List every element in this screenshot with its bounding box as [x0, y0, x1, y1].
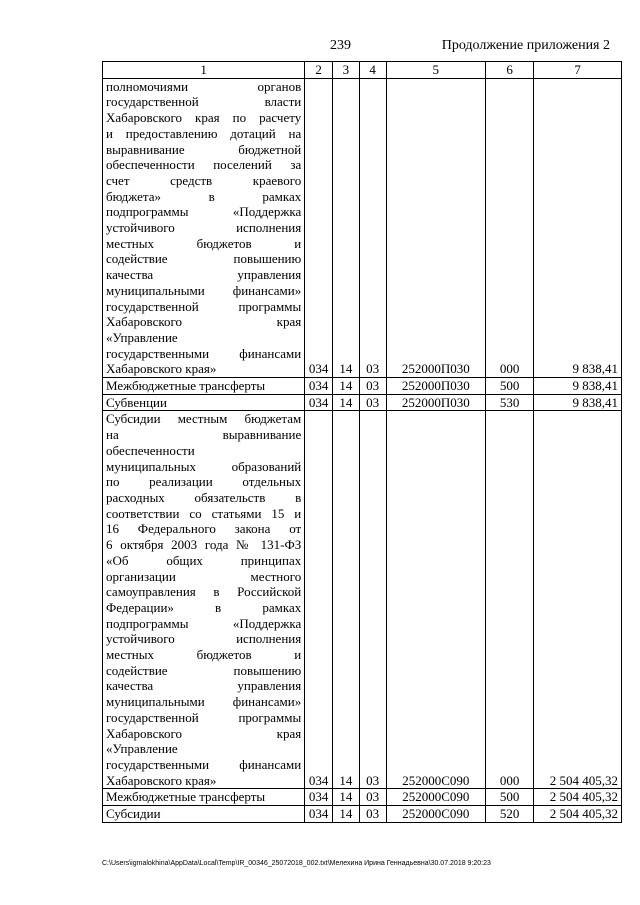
description-line: Субсидии	[106, 806, 161, 822]
file-path-footer: C:\Users\igmalokhina\AppData\Local\Temp\IR_00346_25072018_002.txt\Мелехина Ирина Геннадьевна\30.07.2018 9:20:23	[102, 860, 491, 867]
row-description	[103, 394, 305, 411]
column-header-3: 3	[333, 62, 360, 79]
ministry-code-cell: 034	[305, 78, 333, 377]
section-code-cell: 14	[333, 378, 360, 395]
amount-cell: 2 504 405,32	[534, 789, 622, 806]
description-line: Хабаровского края»	[106, 772, 217, 788]
description-line: соответствии со статьями 15 и	[106, 505, 302, 521]
column-header-2: 2	[305, 62, 333, 79]
ministry-code-cell: 034	[305, 411, 333, 789]
section-code-cell: 14	[333, 789, 360, 806]
description-line: Федерации» в рамках	[106, 599, 302, 615]
target-article-code-cell: 252000С090	[386, 789, 486, 806]
description-line: государственной программы	[106, 298, 302, 314]
description-line: Межбюджетные трансферты	[106, 378, 266, 394]
description-line: самоуправления в Российской	[106, 584, 302, 600]
table-header-row	[103, 62, 622, 79]
expense-type-code-cell: 000	[486, 411, 534, 789]
table-body	[103, 78, 622, 822]
amount-cell: 2 504 405,32	[534, 411, 622, 789]
ministry-code-cell: 034	[305, 806, 333, 823]
description-line: обеспеченности	[106, 442, 195, 458]
subsection-code-cell: 03	[359, 394, 386, 411]
continuation-label: Продолжение приложения 2	[441, 38, 610, 53]
table-row	[103, 411, 622, 789]
description-line: муниципальными финансами»	[106, 282, 302, 298]
description-line: местных бюджетов и	[106, 235, 302, 251]
table-row	[103, 789, 622, 806]
column-header-5: 5	[386, 62, 486, 79]
table-row	[103, 806, 622, 823]
description-line: государственными финансами	[106, 756, 302, 772]
ministry-code-cell: 034	[305, 394, 333, 411]
target-article-code-cell: 252000П030	[386, 394, 486, 411]
description-line: Межбюджетные трансферты	[106, 789, 266, 805]
description-line: Субсидии местным бюджетам	[106, 411, 302, 427]
column-header-6: 6	[486, 62, 534, 79]
target-article-code-cell: 252000С090	[386, 411, 486, 789]
description-line: Субвенции	[106, 394, 167, 410]
amount-cell: 9 838,41	[534, 378, 622, 395]
subsection-code-cell: 03	[359, 411, 386, 789]
column-header-4: 4	[359, 62, 386, 79]
subsection-code-cell: 03	[359, 806, 386, 823]
section-code-cell: 14	[333, 411, 360, 789]
description-line: местных бюджетов и	[106, 647, 302, 663]
section-code-cell: 14	[333, 78, 360, 377]
page-number: 239	[330, 38, 351, 53]
description-line: 16 Федерального закона от	[106, 521, 302, 537]
description-line: подпрограммы «Поддержка	[106, 615, 302, 631]
description-line: Хабаровского края по расчету	[106, 110, 302, 126]
description-line: «Об общих принципах	[106, 552, 302, 568]
description-line: государственной власти	[106, 94, 302, 110]
expense-type-code-cell: 500	[486, 378, 534, 395]
column-header-7: 7	[534, 62, 622, 79]
description-line: Хабаровского края	[106, 725, 302, 741]
row-description	[103, 789, 305, 806]
description-line: бюджета» в рамках	[106, 188, 302, 204]
description-line: счет средств краевого	[106, 172, 302, 188]
row-description	[103, 411, 305, 789]
description-line: подпрограммы «Поддержка	[106, 204, 302, 220]
description-line: расходных обязательств в	[106, 489, 302, 505]
description-line: на выравнивание	[106, 427, 302, 443]
description-line: качества управления	[106, 678, 302, 694]
column-header-1: 1	[103, 62, 305, 79]
expense-type-code-cell: 500	[486, 789, 534, 806]
description-line: устойчивого исполнения	[106, 220, 302, 236]
description-line: обеспеченности поселений за	[106, 157, 302, 173]
description-line: содействие повышению	[106, 662, 302, 678]
ministry-code-cell: 034	[305, 789, 333, 806]
amount-cell: 9 838,41	[534, 78, 622, 377]
subsection-code-cell: 03	[359, 378, 386, 395]
expense-type-code-cell: 000	[486, 78, 534, 377]
subsection-code-cell: 03	[359, 78, 386, 377]
description-line: выравнивание бюджетной	[106, 141, 302, 157]
subsection-code-cell: 03	[359, 789, 386, 806]
description-line: 6 октября 2003 года № 131-ФЗ	[106, 537, 302, 553]
amount-cell: 2 504 405,32	[534, 806, 622, 823]
ministry-code-cell: 034	[305, 378, 333, 395]
description-line: по реализации отдельных	[106, 474, 302, 490]
table-row	[103, 394, 622, 411]
description-line: Хабаровского края	[106, 314, 302, 330]
description-line: устойчивого исполнения	[106, 631, 302, 647]
target-article-code-cell: 252000П030	[386, 78, 486, 377]
table-row	[103, 78, 622, 377]
budget-table	[102, 61, 622, 823]
description-line: государственными финансами	[106, 345, 302, 361]
expense-type-code-cell: 520	[486, 806, 534, 823]
amount-cell: 9 838,41	[534, 394, 622, 411]
description-line: государственной программы	[106, 709, 302, 725]
expense-type-code-cell: 530	[486, 394, 534, 411]
description-line: муниципальными финансами»	[106, 694, 302, 710]
description-line: «Управление	[106, 741, 178, 757]
description-line: муниципальных образований	[106, 458, 302, 474]
section-code-cell: 14	[333, 394, 360, 411]
description-line: содействие повышению	[106, 251, 302, 267]
target-article-code-cell: 252000П030	[386, 378, 486, 395]
row-description	[103, 78, 305, 377]
description-line: организации местного	[106, 568, 302, 584]
table-row	[103, 378, 622, 395]
row-description	[103, 378, 305, 395]
row-description	[103, 806, 305, 823]
description-line: полномочиями органов	[106, 78, 302, 94]
section-code-cell: 14	[333, 806, 360, 823]
description-line: «Управление	[106, 329, 178, 345]
description-line: Хабаровского края»	[106, 361, 217, 377]
description-line: качества управления	[106, 267, 302, 283]
description-line: и предоставлению дотаций на	[106, 125, 302, 141]
target-article-code-cell: 252000С090	[386, 806, 486, 823]
